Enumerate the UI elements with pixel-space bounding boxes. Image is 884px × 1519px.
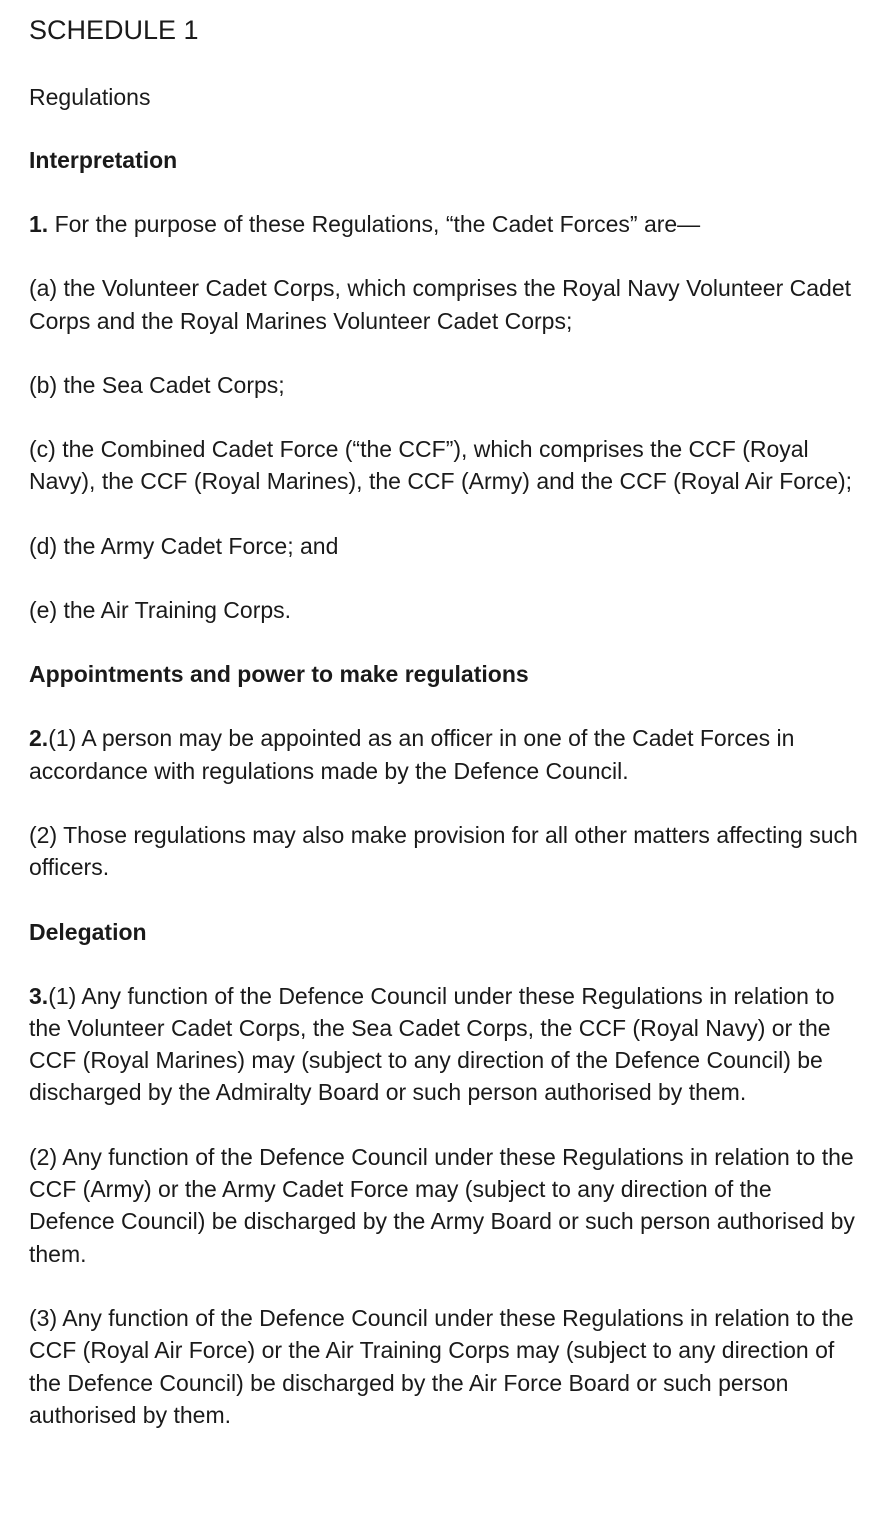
paragraph-number: 3. [29, 982, 49, 1009]
paragraph-text: (d) the Army Cadet Force; and [29, 532, 339, 559]
paragraph-text: (3) Any function of the Defence Council under these Regulations in relation to the CCF (Royal Air Force) or the Air Training Corps may (subject to any direction of the Defence Council) be discharged by the Air Force Board or such person authorised by them. [29, 1304, 854, 1428]
paragraph-1b [29, 369, 859, 401]
paragraph-3-1 [29, 980, 859, 1109]
schedule-title: SCHEDULE 1 [29, 15, 199, 45]
section-heading-interpretation: Interpretation [29, 147, 178, 173]
paragraph-1d [29, 530, 859, 562]
paragraph-1a [29, 272, 859, 337]
paragraph-text: (c) the Combined Cadet Force (“the CCF”), which comprises the CCF (Royal Navy), the CCF (Royal Marines), the CCF (Army) and the CCF (Royal Air Force); [29, 436, 853, 495]
paragraph-1c [29, 433, 859, 498]
paragraph-number: 1. [29, 211, 49, 237]
paragraph-text: (b) the Sea Cadet Corps; [29, 371, 285, 398]
paragraph-text: For the purpose of these Regulations, “the Cadet Forces” are— [48, 211, 701, 237]
paragraph-2-2 [29, 819, 859, 884]
document-subtitle: Regulations [29, 84, 151, 110]
paragraph-1e [29, 594, 859, 626]
paragraph-text: (a) the Volunteer Cadet Corps, which comprises the Royal Navy Volunteer Cadet Corps and the Royal Marines Volunteer Cadet Corps; [29, 275, 852, 334]
section-heading-delegation: Delegation [29, 918, 147, 945]
paragraph-text: (e) the Air Training Corps. [29, 597, 292, 624]
paragraph-text: (1) A person may be appointed as an officer in one of the Cadet Forces in accordance with regulations made by the Defence Council. [29, 725, 795, 784]
paragraph-3-3 [29, 1302, 859, 1431]
section-heading-appointments: Appointments and power to make regulations [29, 661, 529, 688]
paragraph-text: (1) Any function of the Defence Council under these Regulations in relation to the Volunteer Cadet Corps, the Sea Cadet Corps, the CCF (Royal Navy) or the CCF (Royal Marines) may (subject to any direction of the Defence Council) be discharged by the Admiralty Board or such person authorised by them. [29, 982, 835, 1106]
paragraph-number: 2. [29, 725, 49, 752]
paragraph-1 [29, 208, 859, 240]
paragraph-2-1 [29, 722, 859, 787]
paragraph-text: (2) Those regulations may also make provision for all other matters affecting such officers. [29, 821, 858, 881]
paragraph-3-2 [29, 1141, 859, 1270]
paragraph-text: (2) Any function of the Defence Council under these Regulations in relation to the CCF (Army) or the Army Cadet Force may (subject to any direction of the Defence Council) be discharged by the Army Board or such person authorised by them. [29, 1143, 855, 1267]
